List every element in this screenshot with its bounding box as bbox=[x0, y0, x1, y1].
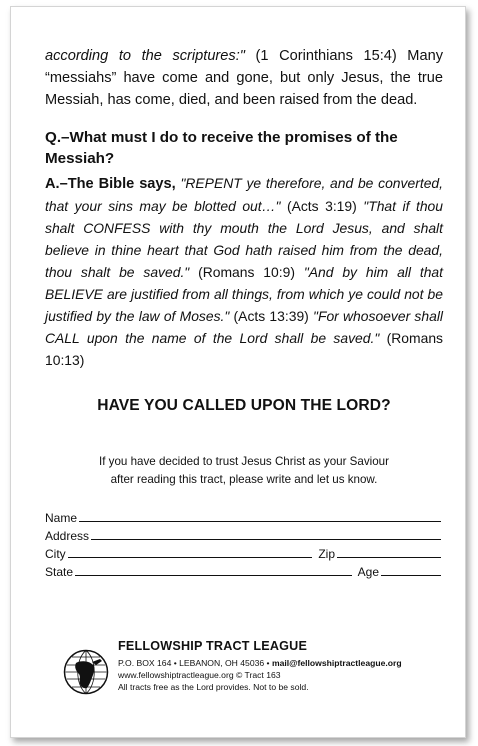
zip-label: Zip bbox=[318, 547, 335, 561]
org-name: FELLOWSHIP TRACT LEAGUE bbox=[118, 639, 308, 653]
response-form bbox=[45, 507, 443, 579]
ref-acts-13-39: (Acts 13:39) bbox=[229, 308, 314, 324]
state-age-row bbox=[45, 561, 443, 579]
globe-logo-icon bbox=[63, 649, 109, 695]
city-label: City bbox=[45, 547, 66, 561]
website-line: www.fellowshiptractleague.org © Tract 163 bbox=[118, 670, 281, 680]
email-link[interactable]: mail@fellowshiptractleague.org bbox=[271, 658, 402, 668]
call-heading: HAVE YOU CALLED UPON THE LORD? bbox=[97, 397, 391, 414]
ref-romans-10-9: (Romans 10:9) bbox=[189, 264, 304, 280]
invite-line-1: If you have decided to trust Jesus Christ as your Saviour bbox=[99, 455, 389, 468]
address-row bbox=[45, 525, 443, 543]
intro-scripture: according to the scriptures:" bbox=[45, 48, 245, 64]
name-label: Name bbox=[45, 511, 78, 525]
city-field[interactable] bbox=[68, 557, 313, 558]
quote-acts-3-19: "REPENT ye therefore, and be converted, that your sins may be blotted out…" bbox=[45, 175, 444, 214]
invite-text bbox=[45, 453, 443, 489]
address-label: Address bbox=[45, 529, 90, 543]
intro-text: (1 Corinthians 15:4) Many “messiahs” have come and gone, but only Jesus, the true Messiah, has come, died, and been raised from the dead. bbox=[45, 48, 443, 108]
postal-address: P.O. BOX 164 • LEBANON, OH 45036 • bbox=[118, 658, 272, 668]
state-label: State bbox=[45, 565, 74, 579]
quote-romans-10-13: "For whosoever shall CALL upon the name of the Lord shall be saved." bbox=[45, 308, 443, 346]
address-field[interactable] bbox=[91, 539, 441, 540]
free-note: All tracts free as the Lord provides. Not to be sold. bbox=[118, 682, 309, 692]
answer-lead: A.–The Bible says, bbox=[45, 176, 176, 192]
tract-content bbox=[45, 45, 443, 579]
postal-line bbox=[118, 657, 402, 669]
name-row bbox=[45, 507, 443, 525]
age-label: Age bbox=[357, 565, 379, 579]
ref-romans-10-13: (Romans 10:13) bbox=[45, 330, 443, 368]
quote-romans-10-9: "That if thou shalt CONFESS with thy mouth the Lord Jesus, and shalt believe in thine heart that God hath raised him from the dead, thou shalt be saved." bbox=[45, 198, 443, 280]
invite-line-2: after reading this tract, please write and let us know. bbox=[110, 473, 378, 486]
age-field[interactable] bbox=[381, 575, 441, 576]
quote-acts-13-39: "And by him all that BELIEVE are justified from all things, from which ye could not be justified by the law of Moses." bbox=[45, 264, 444, 324]
footer-text bbox=[118, 639, 402, 693]
city-zip-row bbox=[45, 543, 443, 561]
state-field[interactable] bbox=[75, 575, 352, 576]
publisher-footer bbox=[63, 639, 463, 709]
tract-page bbox=[10, 6, 466, 738]
zip-field[interactable] bbox=[337, 557, 441, 558]
ref-acts-3-19: (Acts 3:19) bbox=[280, 198, 364, 214]
intro-paragraph bbox=[45, 45, 443, 111]
question-heading: Q.–What must I do to receive the promises of the Messiah? bbox=[45, 129, 398, 167]
name-field[interactable] bbox=[79, 521, 441, 522]
answer-paragraph bbox=[45, 172, 443, 371]
